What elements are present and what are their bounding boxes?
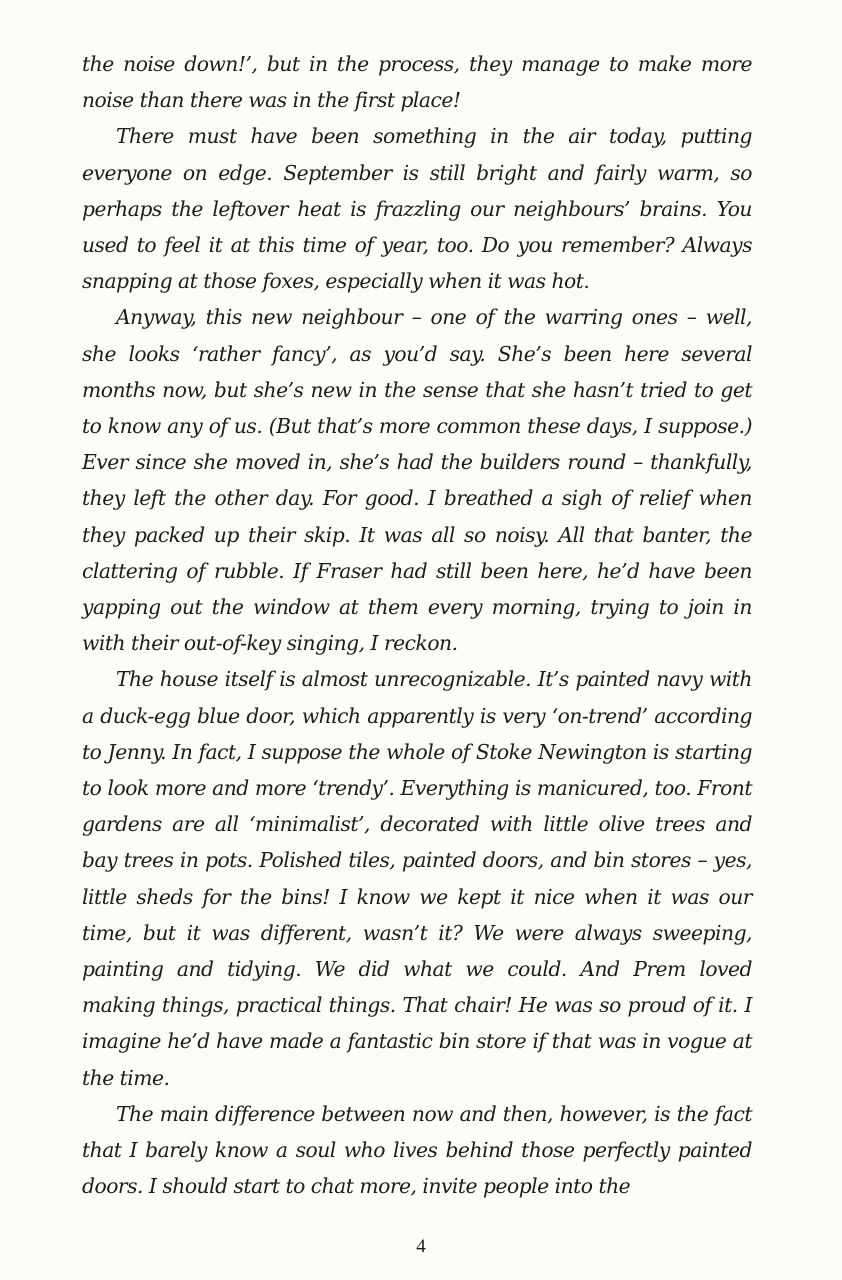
paragraph-3: Anyway, this new neighbour – one of the warring ones – well, she looks ‘rather fancy’, as you’d say. She’s been here several months now, but she’s new in the sense that she hasn’t tried to get to know any of us. (But that’s more common these days, I suppose.) Ever since she moved in, she’s had the builders round – thankfully, they left the other day. For good. I breathed a sigh of relief when they packed up their skip. It was all so noisy. All that banter, the clattering of rubble. If Fraser had still been here, he’d have been yapping out the window at them every morning, trying to join in with their out-of-key singing, I reckon. bbox=[82, 305, 752, 656]
page-number: 4 bbox=[416, 1236, 426, 1257]
paragraph-2: There must have been something in the air today, putting everyone on edge. September is still bright and fairly warm, so perhaps the leftover heat is frazzling our neighbours’ brains. You used to feel it at this time of year, too. Do you remember? Always snapping at those foxes, especially when it was hot. bbox=[82, 124, 752, 294]
paragraph-1: the noise down!’, but in the process, they manage to make more noise than there was in the first place! bbox=[82, 52, 752, 113]
paragraph-4: The house itself is almost unrecognizable. It’s painted navy with a duck-egg blue door, which apparently is very ‘on-trend’ according to Jenny. In fact, I suppose the whole of Stoke Newington is starting to look more and more ‘trendy’. Everything is manicured, too. Front gardens are all ‘minimalist’, decorated with little olive trees and bay trees in pots. Polished tiles, painted doors, and bin stores – yes, little sheds for the bins! I know we kept it nice when it was our time, but it was different, wasn’t it? We were always sweeping, painting and tidying. We did what we could. And Prem loved making things, practical things. That chair! He was so proud of it. I imagine he’d have made a fantastic bin store if that was in vogue at the time. bbox=[82, 667, 752, 1090]
body-text bbox=[82, 46, 752, 1205]
paragraph-5: The main difference between now and then, however, is the fact that I barely know a soul who lives behind those perfectly painted doors. I should start to chat more, invite people into the bbox=[82, 1101, 752, 1199]
